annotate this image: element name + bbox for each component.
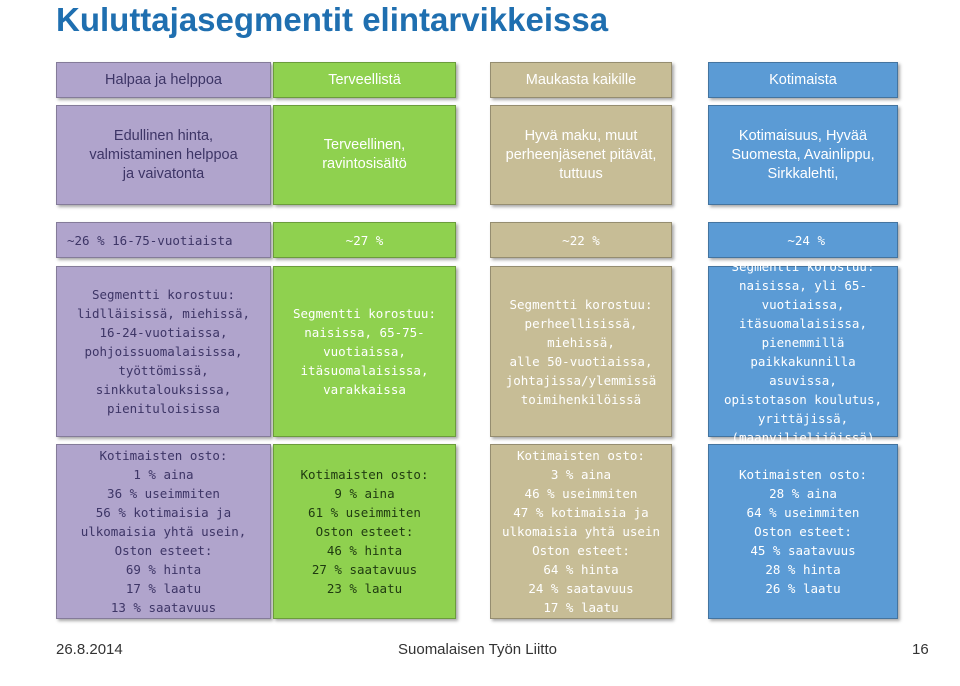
purchase-maukasta: Kotimaisten osto: 3 % aina 46 % useimmiten 47 % kotimaisia ja ulkomaisia yhtä usein Oston esteet: 64 % hinta 24 % saatavuus 17 % laatu	[490, 444, 672, 619]
description-kotimaista: Kotimaisuus, Hyvää Suomesta, Avainlippu, Sirkkalehti,	[708, 105, 898, 205]
segment-kotimaista: Segmentti korostuu: naisissa, yli 65- vuotiaissa, itäsuomalaisissa, pienemmillä paikkakunnilla asuvissa, opistotason koulutus, yrittäjissä, (maanviljelijöissä)	[708, 266, 898, 437]
share-maukasta: ~22 %	[490, 222, 672, 258]
share-kotimaista: ~24 %	[708, 222, 898, 258]
footer-date: 26.8.2014	[56, 641, 123, 658]
footer-page-number: 16	[912, 641, 929, 658]
share-terveellista: ~27 %	[273, 222, 456, 258]
purchase-halpaa: Kotimaisten osto: 1 % aina 36 % useimmiten 56 % kotimaisia ja ulkomaisia yhtä usein, Oston esteet: 69 % hinta 17 % laatu 13 % saatavuus	[56, 444, 271, 619]
header-kotimaista: Kotimaista	[708, 62, 898, 98]
share-halpaa: ~26 % 16-75-vuotiaista	[56, 222, 271, 258]
page-title: Kuluttajasegmentit elintarvikkeissa	[56, 1, 609, 38]
footer-organization: Suomalaisen Työn Liitto	[398, 641, 557, 658]
header-terveellista: Terveellistä	[273, 62, 456, 98]
segment-maukasta: Segmentti korostuu: perheellisissä, miehissä, alle 50-vuotiaissa, johtajissa/ylemmissä toimihenkilöissä	[490, 266, 672, 437]
header-maukasta: Maukasta kaikille	[490, 62, 672, 98]
segment-terveellista: Segmentti korostuu: naisissa, 65-75- vuotiaissa, itäsuomalaisissa, varakkaissa	[273, 266, 456, 437]
purchase-terveellista: Kotimaisten osto: 9 % aina 61 % useimmiten Oston esteet: 46 % hinta 27 % saatavuus 23 % laatu	[273, 444, 456, 619]
segment-halpaa: Segmentti korostuu: lidlläisissä, miehissä, 16-24-vuotiaissa, pohjoissuomalaisissa, työttömissä, sinkkutalouksissa, pienituloisissa	[56, 266, 271, 437]
description-maukasta: Hyvä maku, muut perheenjäsenet pitävät, tuttuus	[490, 105, 672, 205]
purchase-kotimaista: Kotimaisten osto: 28 % aina 64 % useimmiten Oston esteet: 45 % saatavuus 28 % hinta 26 % laatu	[708, 444, 898, 619]
header-halpaa: Halpaa ja helppoa	[56, 62, 271, 98]
description-halpaa: Edullinen hinta, valmistaminen helppoa ja vaivatonta	[56, 105, 271, 205]
description-terveellista: Terveellinen, ravintosisältö	[273, 105, 456, 205]
